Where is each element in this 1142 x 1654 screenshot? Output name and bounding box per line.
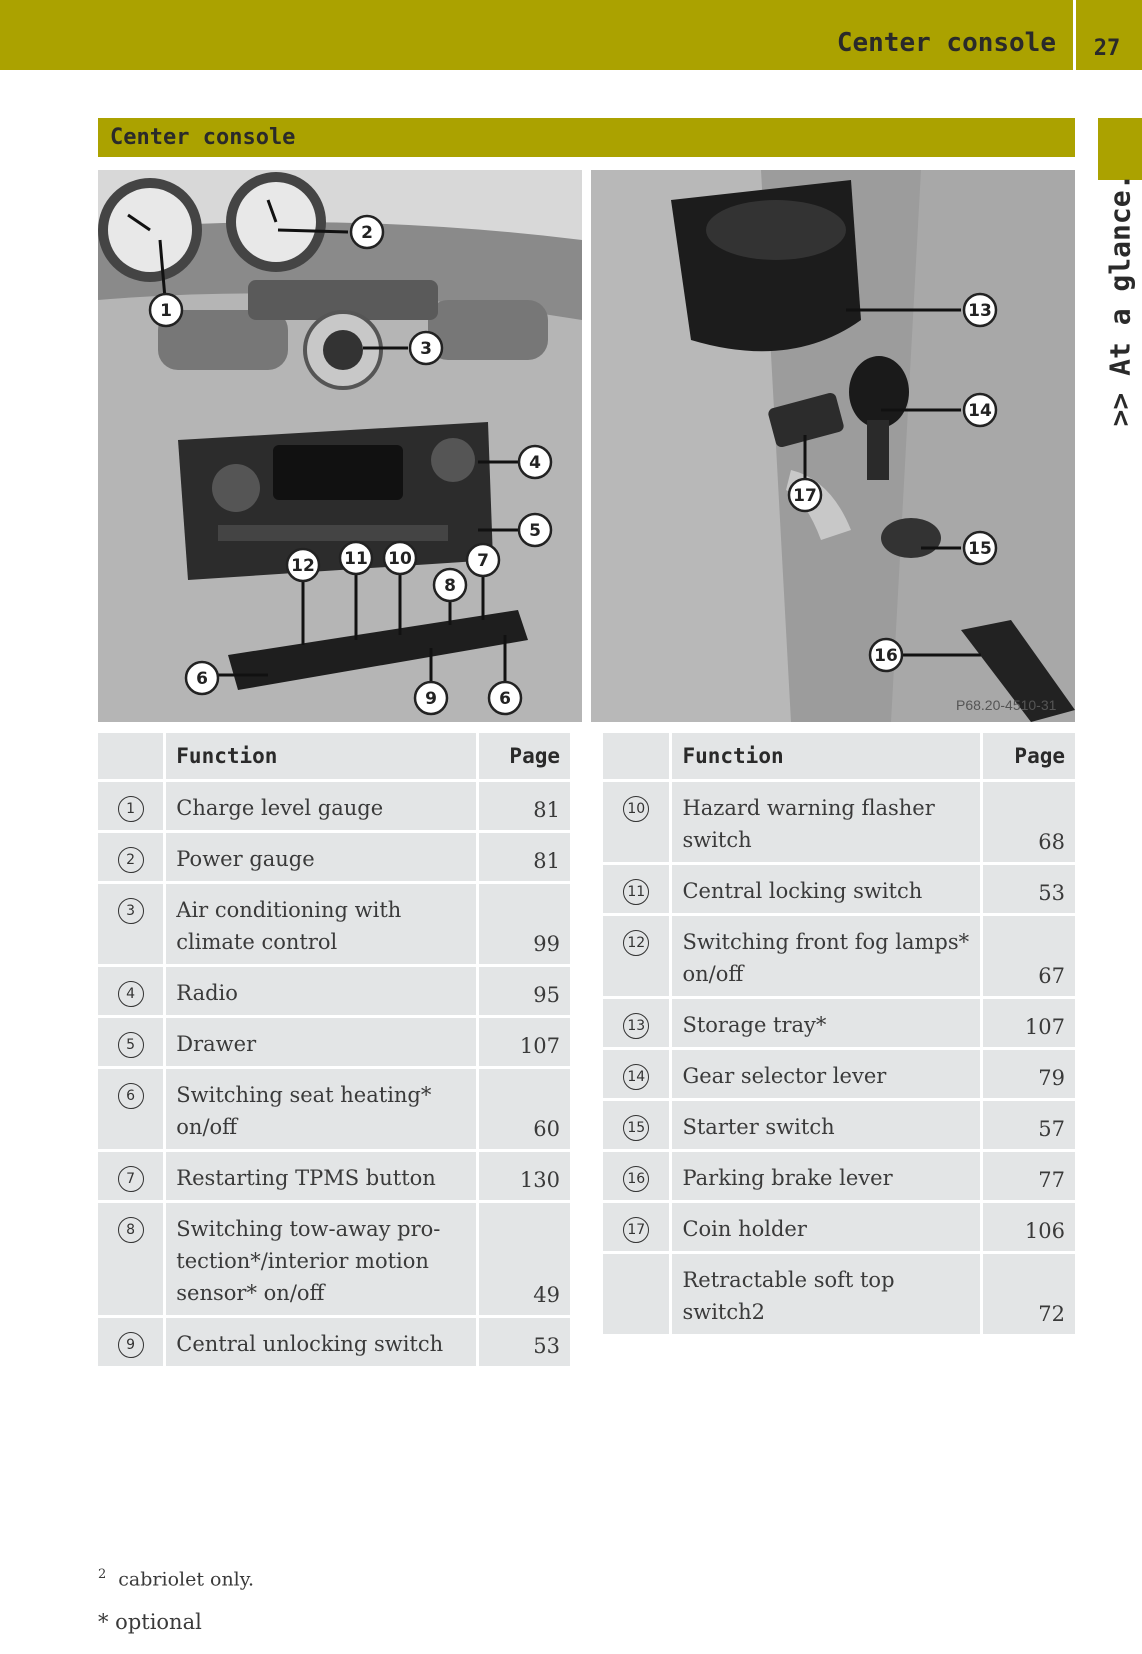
page-cell[interactable]: 106	[982, 1202, 1075, 1253]
number-cell	[98, 832, 165, 883]
svg-text:16: 16	[874, 646, 898, 666]
item-number-badge: 11	[623, 879, 649, 905]
function-cell: Radio	[165, 966, 478, 1017]
number-cell	[603, 1049, 671, 1100]
number-cell	[98, 966, 165, 1017]
left-function-table	[98, 733, 570, 1369]
function-cell: Restarting TPMS button	[165, 1151, 478, 1202]
number-cell	[603, 781, 671, 864]
number-cell	[98, 1317, 165, 1368]
page-cell[interactable]: 77	[982, 1151, 1075, 1202]
power-gauge-illustration	[226, 172, 326, 272]
side-tab-label[interactable]: >> At a glance.	[1103, 173, 1137, 427]
table-header-row	[98, 733, 570, 781]
table-row	[98, 1202, 570, 1317]
page-cell[interactable]: 67	[982, 915, 1075, 998]
table-row	[98, 1068, 570, 1151]
table-row	[603, 1151, 1075, 1202]
page-cell[interactable]: 81	[478, 781, 570, 832]
number-cell	[98, 781, 165, 832]
svg-text:2: 2	[361, 223, 373, 243]
table-row	[98, 781, 570, 832]
page-cell[interactable]: 107	[478, 1017, 570, 1068]
function-cell: Air conditioning with climate control	[165, 883, 478, 966]
page-cell[interactable]: 81	[478, 832, 570, 883]
page-cell[interactable]: 130	[478, 1151, 570, 1202]
table-row	[603, 915, 1075, 998]
function-cell: Charge level gauge	[165, 781, 478, 832]
page-cell[interactable]: 57	[982, 1100, 1075, 1151]
page-cell[interactable]: 49	[478, 1202, 570, 1317]
svg-text:4: 4	[529, 453, 541, 473]
table-row	[98, 832, 570, 883]
svg-text:6: 6	[196, 669, 208, 689]
item-number-badge: 4	[118, 981, 144, 1007]
function-cell: Hazard warning flasher switch	[671, 781, 982, 864]
number-cell	[98, 1151, 165, 1202]
table-row	[603, 864, 1075, 915]
number-cell	[603, 1151, 671, 1202]
table-header-row	[603, 733, 1075, 781]
page-cell[interactable]: 79	[982, 1049, 1075, 1100]
header-title: Center console	[836, 28, 1056, 58]
footnote-optional: * optional	[98, 1610, 202, 1634]
svg-text:1: 1	[160, 301, 172, 321]
function-cell: Retractable soft top switch2	[671, 1253, 982, 1336]
item-number-badge: 8	[118, 1217, 144, 1243]
page-cell[interactable]: 99	[478, 883, 570, 966]
svg-text:11: 11	[344, 549, 368, 569]
function-cell: Starter switch	[671, 1100, 982, 1151]
number-cell	[603, 1100, 671, 1151]
svg-text:12: 12	[291, 556, 315, 576]
page-cell[interactable]: 60	[478, 1068, 570, 1151]
svg-text:14: 14	[968, 401, 992, 421]
item-number-badge: 13	[623, 1013, 649, 1039]
table-row	[98, 1017, 570, 1068]
item-number-badge: 3	[118, 898, 144, 924]
right-function-table	[603, 733, 1075, 1337]
svg-text:9: 9	[425, 689, 437, 709]
table-row	[98, 966, 570, 1017]
item-number-badge: 5	[118, 1032, 144, 1058]
charge-level-gauge-illustration	[98, 178, 202, 282]
number-cell	[98, 883, 165, 966]
footnote-text: cabriolet only.	[118, 1568, 255, 1591]
svg-text:15: 15	[968, 539, 992, 559]
svg-text:7: 7	[477, 551, 489, 571]
function-cell: Central locking switch	[671, 864, 982, 915]
item-number-badge: 14	[623, 1064, 649, 1090]
function-cell: Storage tray*	[671, 998, 982, 1049]
page-cell[interactable]: 95	[478, 966, 570, 1017]
item-number-badge: 9	[118, 1332, 144, 1358]
table-row	[603, 1253, 1075, 1336]
function-cell: Coin holder	[671, 1202, 982, 1253]
page-cell[interactable]: 53	[478, 1317, 570, 1368]
number-cell	[98, 1068, 165, 1151]
function-cell: Gear selector lever	[671, 1049, 982, 1100]
header-divider	[1073, 0, 1076, 70]
item-number-badge: 1	[118, 796, 144, 822]
number-cell	[603, 915, 671, 998]
number-cell	[603, 1202, 671, 1253]
column-header-function: Function	[165, 733, 478, 781]
item-number-badge: 17	[623, 1217, 649, 1243]
number-cell	[98, 1202, 165, 1317]
table-row	[603, 1100, 1075, 1151]
dashboard-photo	[98, 170, 582, 722]
number-cell	[98, 1017, 165, 1068]
page-cell[interactable]: 53	[982, 864, 1075, 915]
function-cell: Power gauge	[165, 832, 478, 883]
section-banner	[98, 118, 1075, 157]
page-number: 27	[1093, 36, 1121, 61]
table-row	[603, 1049, 1075, 1100]
table-row	[603, 998, 1075, 1049]
page-cell[interactable]: 72	[982, 1253, 1075, 1336]
page-cell[interactable]: 68	[982, 781, 1075, 864]
footnote-cabriolet	[98, 1567, 254, 1590]
svg-text:17: 17	[793, 486, 817, 506]
number-cell	[603, 998, 671, 1049]
item-number-badge: 12	[623, 930, 649, 956]
photo-code: P68.20-4510-31	[956, 697, 1057, 713]
table-row	[603, 1202, 1075, 1253]
svg-text:8: 8	[444, 576, 456, 596]
svg-text:6: 6	[499, 689, 511, 709]
item-number-badge: 16	[623, 1166, 649, 1192]
number-cell	[603, 1253, 671, 1336]
table-row	[98, 1151, 570, 1202]
item-number-badge: 2	[118, 847, 144, 873]
svg-text:3: 3	[420, 339, 432, 359]
item-number-badge: 10	[623, 796, 649, 822]
item-number-badge: 7	[118, 1166, 144, 1192]
function-cell: Switching seat heating* on/off	[165, 1068, 478, 1151]
table-row	[98, 883, 570, 966]
table-row	[603, 781, 1075, 864]
table-row	[98, 1317, 570, 1368]
svg-text:13: 13	[968, 301, 992, 321]
svg-text:5: 5	[529, 521, 541, 541]
floor-console-photo	[591, 170, 1075, 722]
svg-text:10: 10	[388, 549, 412, 569]
side-tab-marker	[1098, 118, 1142, 180]
function-cell: Switching tow-away pro-tection*/interior motion sensor* on/off	[165, 1202, 478, 1317]
section-title: Center console	[110, 125, 296, 150]
function-cell: Central unlocking switch	[165, 1317, 478, 1368]
number-cell	[603, 864, 671, 915]
column-header-page: Page	[982, 733, 1075, 781]
function-cell: Switching front fog lamps* on/off	[671, 915, 982, 998]
function-cell: Parking brake lever	[671, 1151, 982, 1202]
page-cell[interactable]: 107	[982, 998, 1075, 1049]
column-header-page: Page	[478, 733, 570, 781]
function-cell: Drawer	[165, 1017, 478, 1068]
page-header	[0, 0, 1142, 70]
footnote-marker: 2	[98, 1567, 107, 1582]
column-header-function: Function	[671, 733, 982, 781]
item-number-badge: 6	[118, 1083, 144, 1109]
item-number-badge: 15	[623, 1115, 649, 1141]
